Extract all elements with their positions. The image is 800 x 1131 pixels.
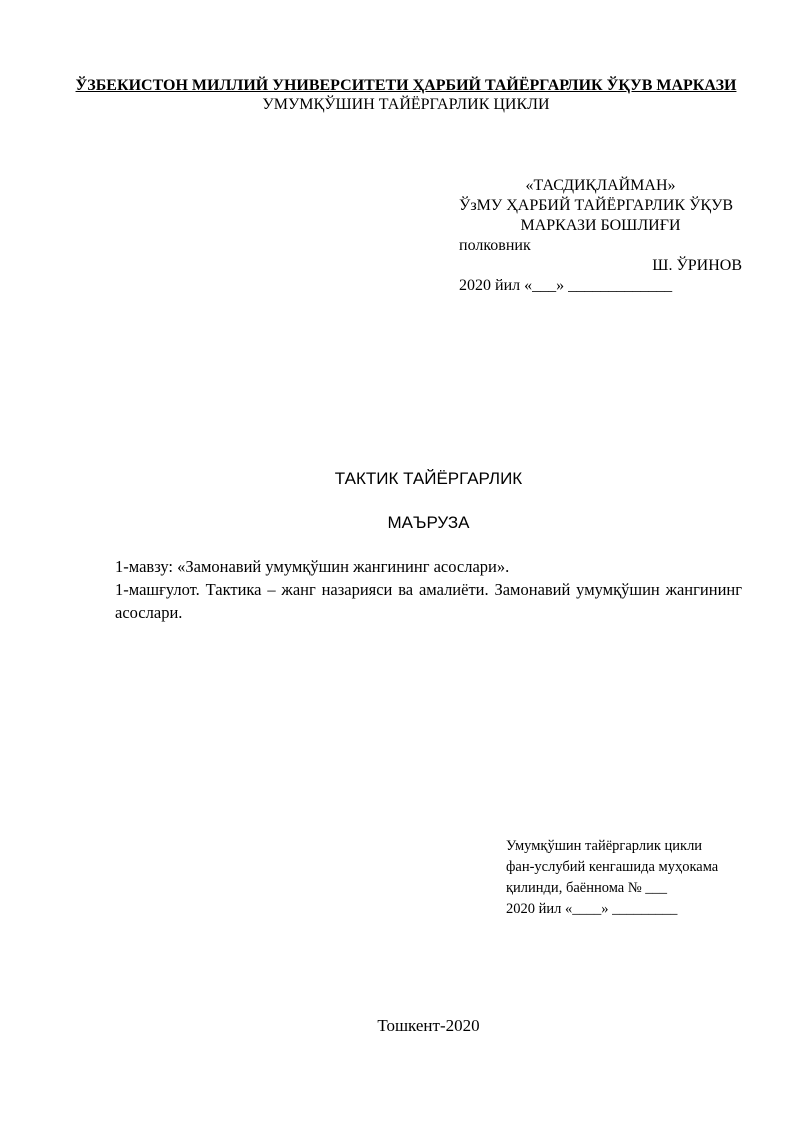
council-line1: Умумқўшин тайёргарлик цикли <box>506 838 703 854</box>
council-line2: фан-услубий кенгашида муҳокама <box>506 859 719 875</box>
topic-text: 1-мавзу: «Замонавий умумқўшин жангининг асослари». <box>115 557 510 576</box>
lesson-text: 1-машғулот. Тактика – жанг назарияси ва амалиёти. Замонавий умумқўшин жангининг асослари. <box>115 580 742 622</box>
subject-title: ТАКТИК ТАЙЁРГАРЛИК <box>334 469 523 488</box>
approval-date-line: 2020 йил «___» _____________ <box>459 277 673 294</box>
topic-block <box>115 555 742 624</box>
institution-title: ЎЗБЕКИСТОН МИЛЛИЙ УНИВЕРСИТЕТИ ҲАРБИЙ ТАЙЁРГАРЛИК ЎҚУВ МАРКАЗИ <box>75 77 737 94</box>
council-line4: 2020 йил «____» _________ <box>506 901 678 917</box>
approval-position-line2: МАРКАЗИ БОШЛИҒИ <box>520 217 681 234</box>
approval-name: Ш. ЎРИНОВ <box>652 257 742 274</box>
city-year: Тошкент-2020 <box>377 1016 480 1035</box>
approval-heading: «ТАСДИҚЛАЙМАН» <box>525 177 676 194</box>
approval-rank: полковник <box>459 237 531 254</box>
document-type: МАЪРУЗА <box>387 513 470 532</box>
approval-position-line1: ЎзМУ ҲАРБИЙ ТАЙЁРГАРЛИК ЎҚУВ <box>459 197 734 214</box>
approval-block <box>459 176 742 296</box>
council-block <box>506 836 746 920</box>
council-line3: қилинди, баённома № ___ <box>506 880 668 896</box>
department-title: УМУМҚЎШИН ТАЙЁРГАРЛИК ЦИКЛИ <box>262 96 550 113</box>
